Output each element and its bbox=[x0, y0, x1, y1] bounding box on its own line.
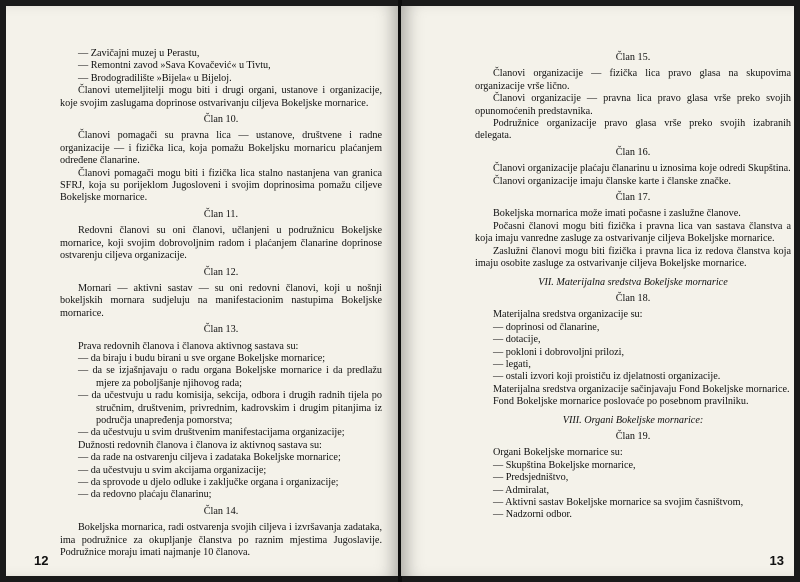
list-item: — da se izjašnjavaju o radu organa Bokeljske mornarice i da predlažu mjere za poboljšanje njihovog rada; bbox=[78, 365, 382, 389]
paragraph: Organi Bokeljske mornarice su: bbox=[493, 447, 623, 459]
paragraph: Počasni članovi mogu biti fizička i pravna lica van sastava članstva a koja imaju vanredne zasluge za ostvarivanje ciljeva Bokeljske mornarice. bbox=[475, 220, 791, 245]
right-page-number: 13 bbox=[769, 553, 784, 568]
paragraph: Redovni članovi su oni članovi, učlanjeni u podružnicu Bokeljske mornarice, koji svojim dobrovoljnim radom i plaćanjem članarine doprinose ostvarenju ciljeva organizacije. bbox=[60, 225, 382, 262]
list-item: — da sprovode u djelo odluke i zaključke organa i organizacije; bbox=[78, 477, 339, 488]
article-heading: Član 10. bbox=[203, 114, 239, 126]
list-item: — da rade na ostvarenju ciljeva i zadataka Bokeljske mornarice; bbox=[78, 452, 341, 464]
paragraph: Fond Bokeljske mornarice poslovaće po posebnom pravilniku. bbox=[493, 396, 749, 408]
paragraph: Članovi organizacije — fizička lica pravo glasa na skupovima organizacije vrše lično. bbox=[475, 68, 791, 92]
paragraph: Zaslužni članovi mogu biti fizička i pravna lica iz redova članstva koja imaju osobite zasluge za ostvarivanje ciljeva Bokeljske mornarice. bbox=[475, 245, 791, 270]
list-item: — doprinosi od članarine, bbox=[493, 321, 600, 333]
list-item: — Brodogradilište »Bijela« u Bijeloj. bbox=[78, 72, 232, 84]
list-item: — da učestvuju u radu komisija, sekcija, odbora i drugih radnih tijela po stručnim, društvenim, privrednim, kadrovskim i drugim pitanjima iz područja unapređenja pomorstva; bbox=[78, 390, 382, 426]
list-item: — Remontni zavod »Sava Kovačević« u Tivtu, bbox=[78, 60, 271, 72]
list-item: — dotacije, bbox=[493, 334, 541, 346]
section-heading: VIII. Organi Bokeljske mornarice: bbox=[562, 414, 704, 426]
paragraph: Mornari — aktivni sastav — su oni redovni članovi, koji u nošnji bokeljskih mornara sudjeluju na manifestacionim nastupima Bokeljske mornarice. bbox=[60, 282, 382, 319]
list-item: — pokloni i dobrovoljni prilozi, bbox=[493, 346, 625, 358]
paragraph: Bokeljska mornarica, radi ostvarenja svojih ciljeva i izvršavanja zadataka, ima podružnice za okupljanje članstva po raznim mjestima Jugoslavije. Podružnice moraju imati najmanje 10 članova. bbox=[60, 522, 382, 559]
paragraph: Materijalna sredstva organizacije sačinjavaju Fond Bokeljske mornarice. bbox=[493, 383, 790, 395]
list-item: — Predsjedništvo, bbox=[493, 472, 569, 484]
list-item: — Aktivni sastav Bokeljske mornarice sa svojim časništvom, bbox=[493, 497, 744, 508]
list-item: — Skupština Bokeljske mornarice, bbox=[493, 459, 636, 471]
list-item: — da biraju i budu birani u sve organe Bokeljske mornarice; bbox=[78, 352, 326, 364]
paragraph: Podružnice organizacije pravo glasa vrše preko svojih izabranih delegata. bbox=[475, 118, 791, 142]
list-item: — da redovno plaćaju članarinu; bbox=[78, 489, 212, 501]
paragraph: Članovi organizacije plaćaju članarinu u iznosima koje odredi Skupština. bbox=[493, 163, 791, 175]
list-item: — Admiralat, bbox=[493, 484, 550, 496]
article-heading: Član 11. bbox=[203, 208, 239, 220]
article-heading: Član 17. bbox=[615, 192, 651, 204]
article-heading: Član 15. bbox=[615, 52, 651, 63]
paragraph: Bokeljska mornarica može imati počasne i zaslužne članove. bbox=[493, 208, 741, 220]
left-page-number: 12 bbox=[34, 553, 49, 568]
paragraph: Materijalna sredstva organizacije su: bbox=[493, 309, 643, 321]
paragraph: Članovi utemeljitelji mogu biti i drugi organi, ustanove i organizacije, koje svojim zaslugama doprinose ostvarivanju ciljeva Bokeljske mornarice. bbox=[60, 85, 382, 109]
list-item: — da učestvuju u svim društvenim manifestacijama organizacije; bbox=[78, 427, 345, 439]
article-heading: Član 18. bbox=[615, 292, 651, 304]
left-page-text bbox=[60, 48, 382, 559]
paragraph: Članovi pomagači mogu biti i fizička lica stalno nastanjena van granica SFRJ, koja su porijeklom Jugosloveni i svojim doprinosima pomažu ciljeve Bokeljske mornarice. bbox=[60, 167, 382, 204]
paragraph: Članovi pomagači su pravna lica — ustanove, društvene i radne organizacije — i fizička lica, koja pomažu Bokeljsku mornaricu plaćanjem određene članarine. bbox=[60, 130, 382, 167]
article-heading: Član 16. bbox=[615, 146, 651, 158]
paragraph: Prava redovnih članova i članova aktivnog sastava su: bbox=[78, 340, 299, 352]
list-item: — Zavičajni muzej u Perastu, bbox=[78, 48, 200, 59]
list-item: — legati, bbox=[493, 358, 531, 370]
paragraph: Članovi organizacije imaju članske karte i članske značke. bbox=[493, 175, 731, 187]
article-heading: Član 12. bbox=[203, 266, 239, 278]
paragraph: Članovi organizacije — pravna lica pravo glasa vrše preko svojih opunomoćenih predstavnika. bbox=[475, 93, 791, 117]
list-item: — ostali izvori koji proističu iz djelatnosti organizacije. bbox=[493, 371, 721, 383]
article-heading: Član 19. bbox=[615, 430, 651, 442]
left-page bbox=[6, 6, 399, 576]
article-heading: Član 14. bbox=[203, 505, 239, 517]
right-page-text bbox=[475, 48, 791, 522]
section-heading: VII. Materijalna sredstva Bokeljske mornarice bbox=[538, 276, 728, 288]
list-item: — Nadzorni odbor. bbox=[493, 509, 572, 521]
right-page bbox=[401, 6, 794, 576]
article-heading: Član 13. bbox=[203, 324, 239, 336]
paragraph: Dužnosti redovnih članova i članova iz aktivnoq sastava su: bbox=[78, 439, 322, 451]
list-item: — da učestvuju u svim akcijama organizacije; bbox=[78, 464, 267, 476]
